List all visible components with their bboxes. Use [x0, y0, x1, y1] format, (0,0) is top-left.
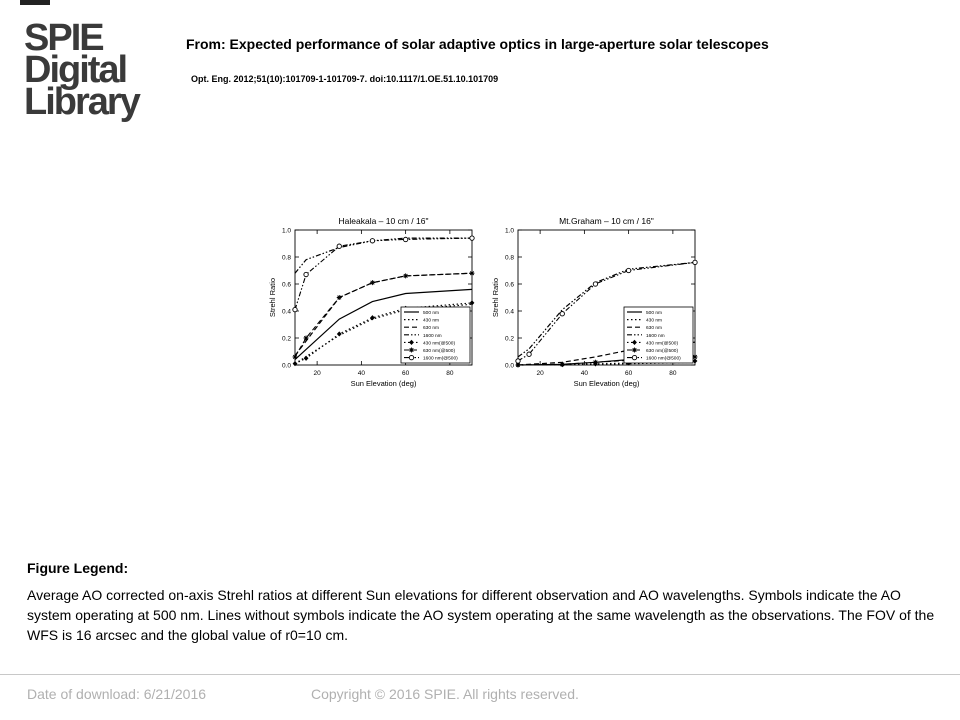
- y-tick-label: 0.6: [504, 281, 514, 289]
- data-point: [304, 356, 309, 361]
- chart-legend: [401, 307, 470, 363]
- legend-entry: 430 nm(@500): [646, 341, 679, 347]
- series-1600-nm: [295, 238, 472, 273]
- data-point: [304, 336, 309, 341]
- logo-line-3: Library: [24, 81, 139, 123]
- x-tick-label: 60: [402, 370, 410, 377]
- data-point: [403, 273, 408, 278]
- legend-marker: [632, 355, 636, 359]
- chart-panel-2: [491, 216, 698, 388]
- x-tick-label: 40: [357, 370, 365, 377]
- figure-svg: [255, 205, 715, 405]
- article-citation: Opt. Eng. 2012;51(10):101709-1-101709-7. doi:10.1117/1.OE.51.10.101709: [191, 74, 499, 84]
- data-point: [593, 282, 597, 286]
- y-tick-label: 0.2: [281, 335, 291, 343]
- data-point: [693, 260, 697, 264]
- x-tick-label: 20: [313, 370, 321, 377]
- y-tick-label: 1.0: [504, 227, 514, 235]
- series-line: [295, 238, 472, 273]
- data-point: [560, 312, 564, 316]
- legend-entry: 430 nm: [646, 318, 662, 324]
- x-tick-label: 80: [669, 370, 677, 377]
- data-point: [337, 331, 342, 336]
- y-axis-label: Strehl Ratio: [268, 277, 277, 318]
- data-point: [470, 271, 475, 276]
- y-tick-label: 1.0: [281, 227, 291, 235]
- article-title: From: Expected performance of solar adaptive optics in large-aperture solar telescopes: [186, 36, 769, 52]
- legend-marker: [409, 348, 414, 353]
- data-point: [560, 362, 565, 367]
- legend-marker: [632, 348, 637, 353]
- chart-title: Mt.Graham – 10 cm / 16": [559, 216, 654, 226]
- legend-entry: 1600 nm(@500): [646, 356, 681, 362]
- data-point: [516, 359, 520, 363]
- chart-legend: [624, 307, 693, 363]
- data-point: [370, 239, 374, 243]
- y-tick-label: 0.8: [281, 254, 291, 262]
- y-tick-label: 0.0: [504, 362, 514, 370]
- legend-entry: 500 nm: [646, 311, 662, 316]
- x-axis-label: Sun Elevation (deg): [573, 379, 640, 388]
- copyright-notice: Copyright © 2016 SPIE. All rights reserved.: [311, 686, 579, 702]
- data-point: [304, 272, 308, 276]
- legend-marker: [409, 355, 413, 359]
- figure-legend-heading: Figure Legend:: [27, 560, 129, 576]
- chart-title: Haleakala – 10 cm / 16": [338, 216, 429, 226]
- x-tick-label: 60: [625, 370, 633, 377]
- data-point: [403, 237, 407, 241]
- legend-entry: 430 nm(@500): [423, 341, 456, 347]
- data-point: [293, 354, 298, 359]
- legend-entry: 630 nm: [423, 326, 439, 332]
- data-point: [293, 361, 298, 366]
- y-tick-label: 0.4: [504, 308, 514, 316]
- data-point: [593, 360, 598, 365]
- data-point: [470, 236, 474, 240]
- figure-legend-text: Average AO corrected on-axis Strehl ratios at different Sun elevations for different observation and AO wavelengths. Symbols indicate the AO system operating at 500 nm. Lines without symbols indicate the AO system operating at the same wavelength as the observations. The FOV of the WFS is 16 arcsec and the global value of r0=10 cm.: [27, 587, 935, 643]
- y-tick-label: 0.0: [281, 362, 291, 370]
- legend-entry: 1600 nm: [423, 333, 442, 339]
- legend-entry: 630 nm: [646, 326, 662, 332]
- spie-logo: [24, 17, 154, 123]
- chart-panel-1: [268, 216, 475, 388]
- data-point: [527, 352, 531, 356]
- corner-mark: [20, 0, 50, 5]
- download-date: Date of download: 6/21/2016: [27, 686, 207, 702]
- data-point: [337, 295, 342, 300]
- y-tick-label: 0.4: [281, 308, 291, 316]
- logo-line-1: SPIE: [24, 17, 103, 59]
- y-tick-label: 0.6: [281, 281, 291, 289]
- data-point: [626, 268, 630, 272]
- data-point: [370, 315, 375, 320]
- x-tick-label: 40: [580, 370, 588, 377]
- legend-entry: 500 nm: [423, 311, 439, 316]
- legend-entry: 1600 nm: [646, 333, 665, 339]
- legend-entry: 630 nm(@500): [646, 349, 679, 354]
- figure: [255, 205, 715, 405]
- y-tick-label: 0.2: [504, 335, 514, 343]
- data-point: [337, 244, 341, 248]
- data-point: [293, 307, 297, 311]
- y-axis-label: Strehl Ratio: [491, 277, 500, 318]
- x-tick-label: 20: [536, 370, 544, 377]
- legend-entry: 1600 nm(@500): [423, 356, 458, 362]
- data-point: [370, 280, 375, 285]
- x-tick-label: 80: [446, 370, 454, 377]
- legend-entry: 630 nm(@500): [423, 349, 456, 354]
- logo-line-2: Digital: [24, 49, 127, 91]
- x-axis-label: Sun Elevation (deg): [350, 379, 417, 388]
- footer-divider: [0, 674, 960, 675]
- legend-entry: 430 nm: [423, 318, 439, 324]
- y-tick-label: 0.8: [504, 254, 514, 262]
